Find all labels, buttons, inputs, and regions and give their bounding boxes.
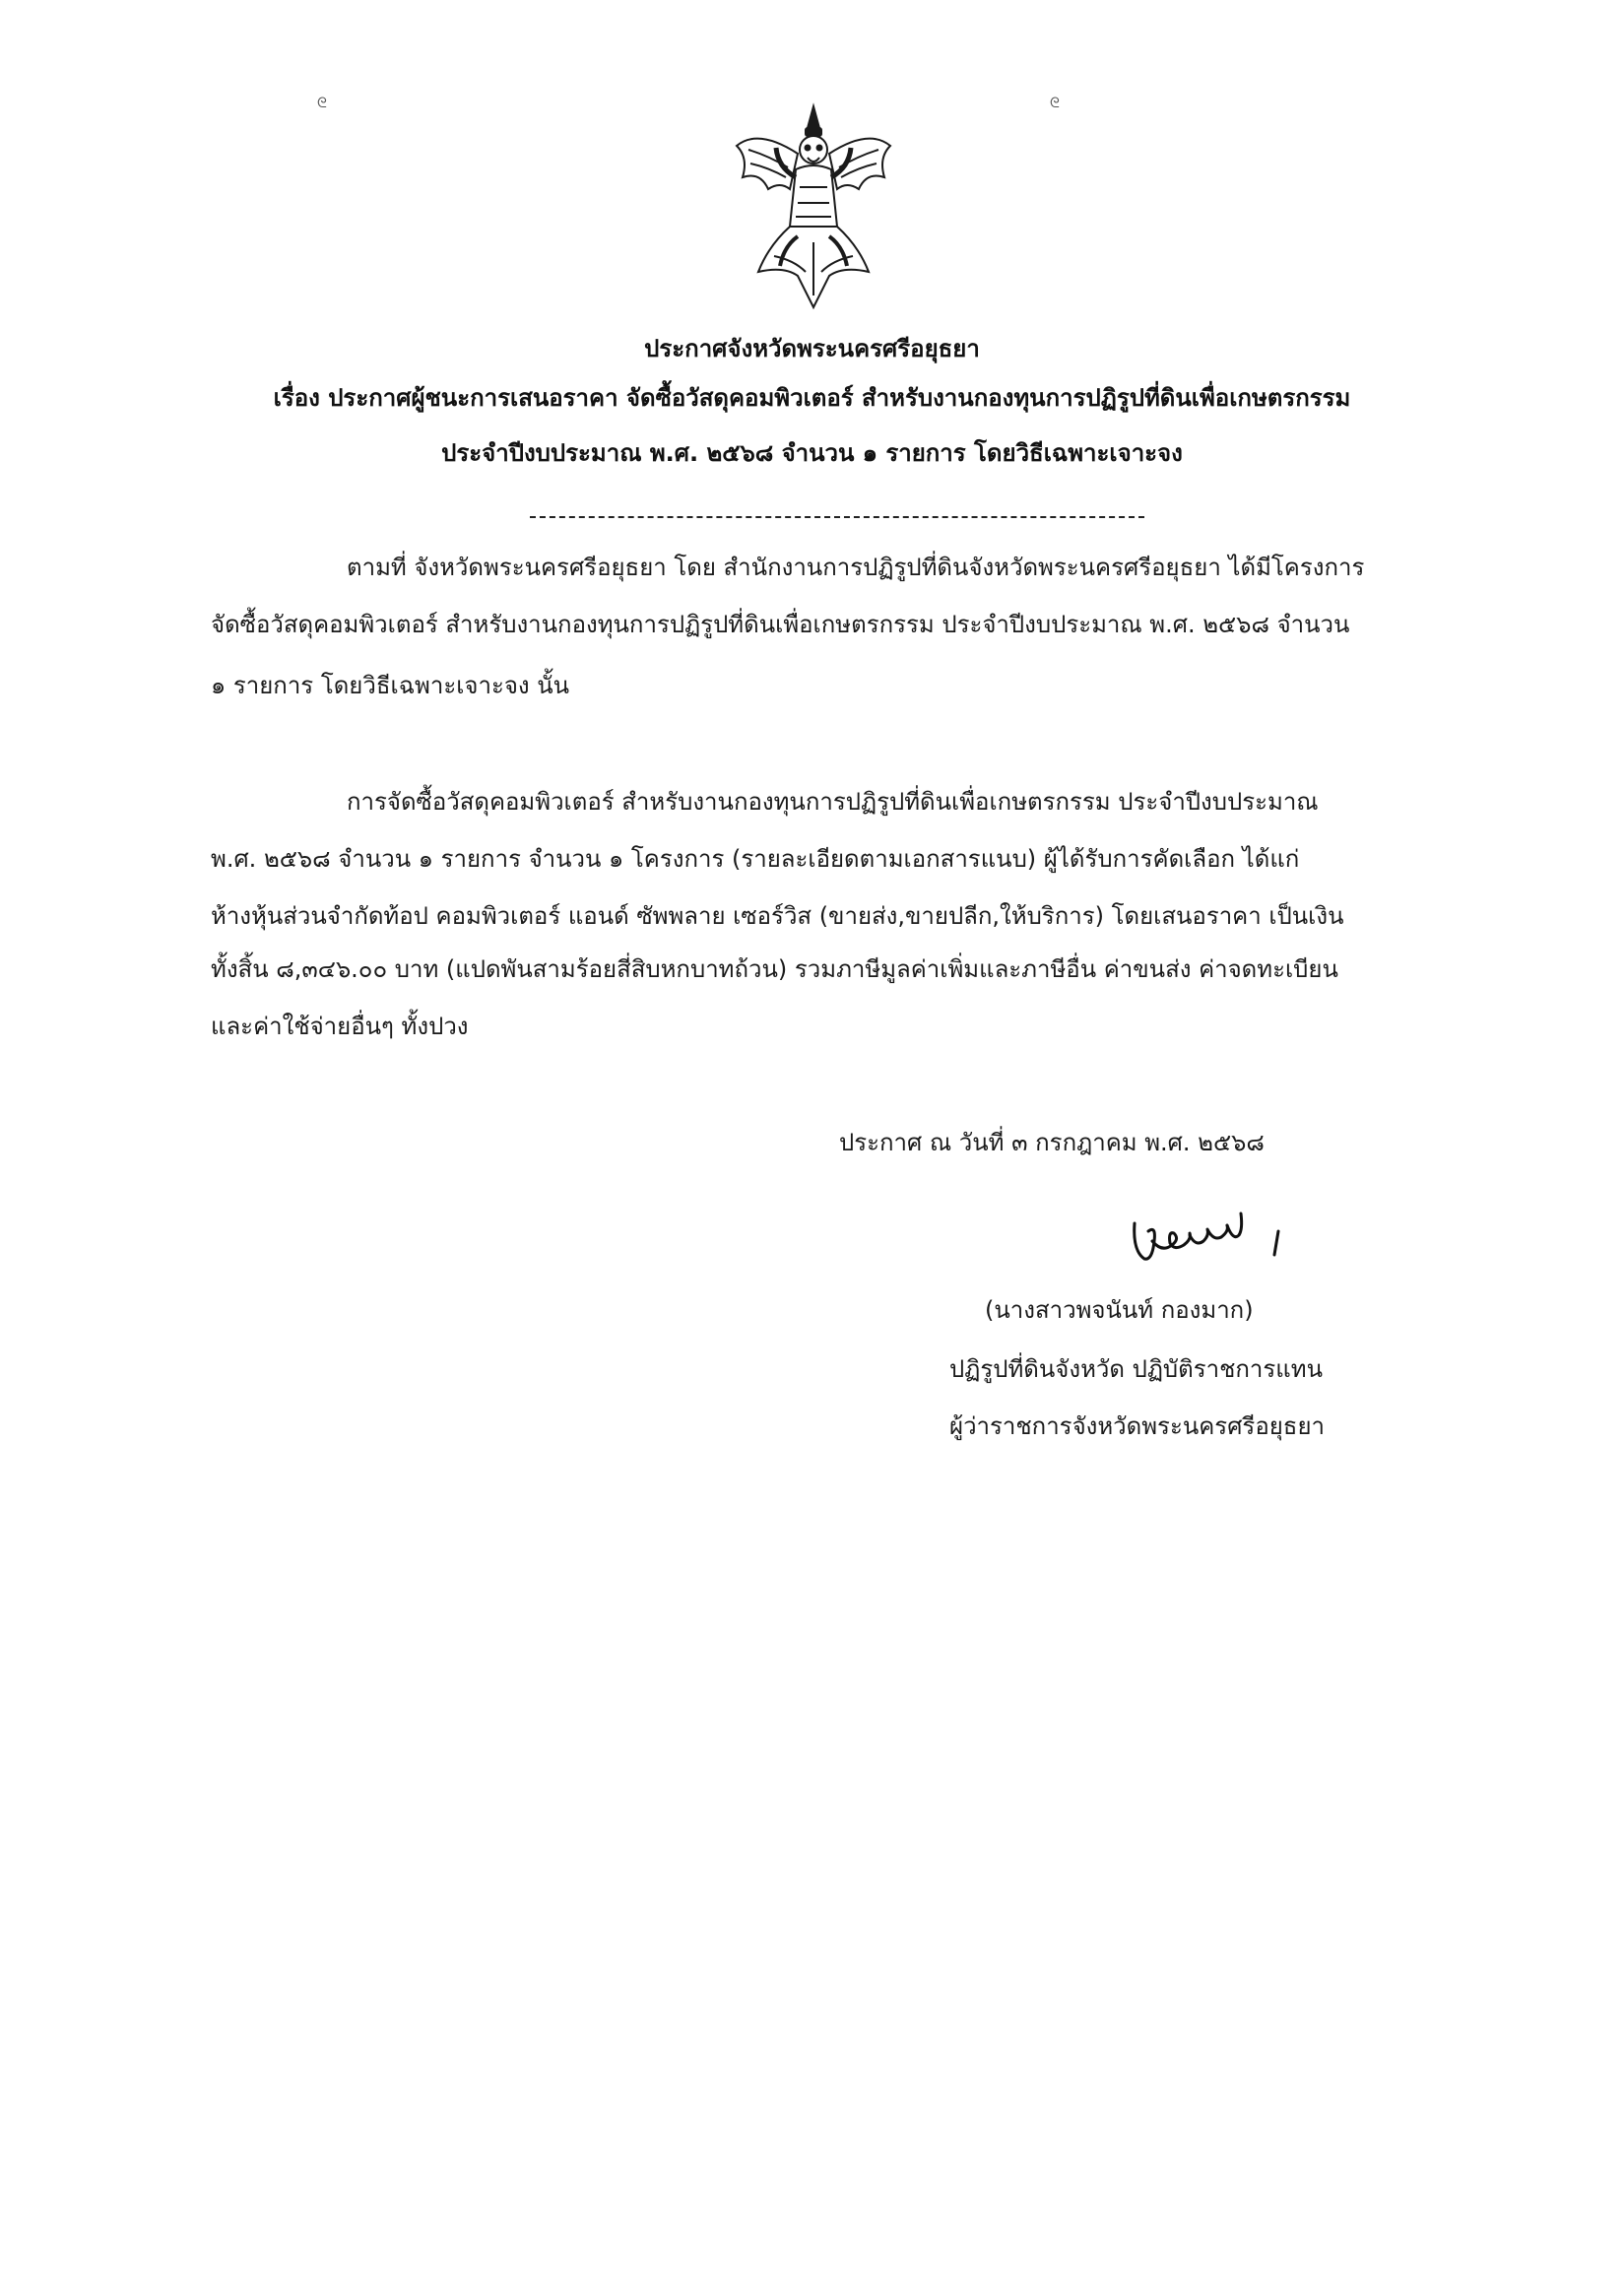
signer-position: ผู้ว่าราชการจังหวัดพระนครศรีอยุธยา (949, 1412, 1325, 1440)
body-line: จัดซื้อวัสดุคอมพิวเตอร์ สำหรับงานกองทุนการปฏิรูปที่ดินเพื่อเกษตรกรรม ประจำปีงบประมาณ พ.ศ. ๒๕๖๘ จำนวน (211, 611, 1350, 638)
separator-rule (530, 516, 1144, 518)
document-subject-line: เรื่อง ประกาศผู้ชนะการเสนอราคา จัดซื้อวัสดุคอมพิวเตอร์ สำหรับงานกองทุนการปฏิรูปที่ดินเพื่อเกษตรกรรม (273, 384, 1351, 412)
body-line: และค่าใช้จ่ายอื่นๆ ทั้งปวง (211, 1013, 469, 1040)
signer-position: ปฏิรูปที่ดินจังหวัด ปฏิบัติราชการแทน (949, 1355, 1323, 1383)
scan-speck: ᘓ (1050, 96, 1060, 111)
document-title: ประกาศจังหวัดพระนครศรีอยุธยา (644, 335, 980, 362)
scan-speck: ᘓ (317, 96, 327, 111)
body-line: การจัดซื้อวัสดุคอมพิวเตอร์ สำหรับงานกองทุนการปฏิรูปที่ดินเพื่อเกษตรกรรม ประจำปีงบประมาณ (347, 788, 1319, 816)
signer-name: (นางสาวพจนันท์ กองมาก) (985, 1296, 1254, 1324)
body-line: ทั้งสิ้น ๘,๓๔๖.๐๐ บาท (แปดพันสามร้อยสี่สิบหกบาทถ้วน) รวมภาษีมูลค่าเพิ่มและภาษีอื่น ค่าขนส่ง ค่าจดทะเบียน (211, 955, 1338, 983)
body-line: พ.ศ. ๒๕๖๘ จำนวน ๑ รายการ จำนวน ๑ โครงการ (รายละเอียดตามเอกสารแนบ) ผู้ได้รับการคัดเลือก ได้แก่ (211, 845, 1300, 873)
body-line: ห้างหุ้นส่วนจำกัดท้อป คอมพิวเตอร์ แอนด์ ซัพพลาย เซอร์วิส (ขายส่ง,ขายปลีก,ให้บริการ) โดยเสนอราคา เป็นเงิน (211, 902, 1344, 930)
body-line: ตามที่ จังหวัดพระนครศรีอยุธยา โดย สำนักงานการปฏิรูปที่ดินจังหวัดพระนครศรีอยุธยา ได้มีโครงการ (347, 554, 1365, 581)
body-line: ๑ รายการ โดยวิธีเฉพาะเจาะจง นั้น (211, 672, 570, 699)
announcement-date: ประกาศ ณ วันที่ ๓ กรกฎาคม พ.ศ. ๒๕๖๘ (839, 1129, 1265, 1156)
document-subject-line: ประจำปีงบประมาณ พ.ศ. ๒๕๖๘ จำนวน ๑ รายการ โดยวิธีเฉพาะเจาะจง (441, 439, 1183, 467)
garuda-emblem-icon (729, 98, 898, 315)
handwritten-signature-icon (1123, 1202, 1300, 1280)
